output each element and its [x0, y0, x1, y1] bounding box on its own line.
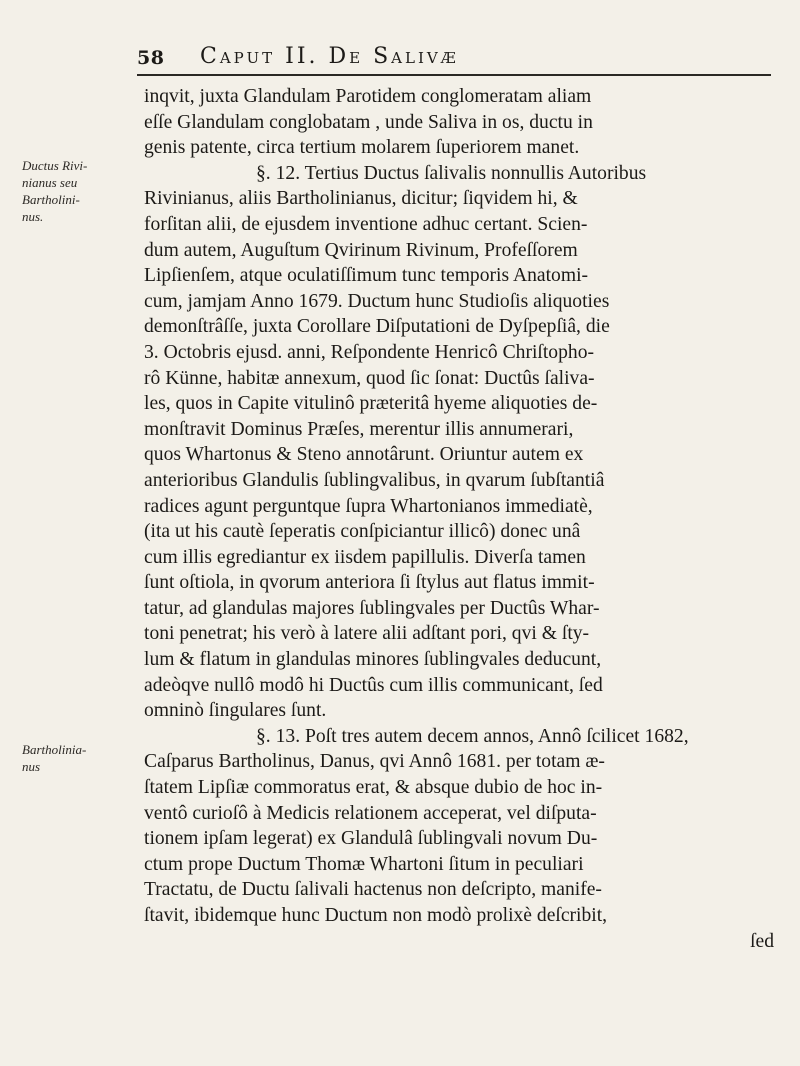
text-line: tionem ipſam legerat) ex Glandulâ ſublingvali novum Du- [144, 828, 598, 850]
text-line: quos Whartonus & Steno annotârunt. Oriuntur autem ex [144, 444, 584, 466]
header-rule [137, 74, 771, 76]
text-line: 3. Octobris ejusd. anni, Reſpondente Henricô Chriſtopho- [144, 341, 595, 363]
text-line: dum autem, Auguſtum Qvirinum Rivinum, Profeſſorem [144, 239, 578, 261]
text-line: ventô curioſô à Medicis relationem acceperat, vel diſputa- [144, 802, 597, 824]
text-line: eſſe Glandulam conglobatam , unde Saliva in os, ductu in [144, 111, 593, 133]
text-line: adeòqve nullô modô hi Ductûs cum illis communicant, ſed [144, 674, 603, 696]
text-line: (ita ut his cautè ſeperatis conſpiciantur illicô) donec unâ [144, 521, 581, 543]
text-line: omninò ſingulares ſunt. [144, 700, 327, 722]
text-line: forſitan alii, de ejusdem inventione adhuc certant. Scien- [144, 213, 588, 235]
text-line: ſtatem Lipſiæ commoratus erat, & absque dubio de hoc in- [144, 777, 603, 799]
margin-note-ductus-rivinianus [22, 157, 132, 225]
text-line: Lipſienſem, atque oculatiſſimum tunc temporis Anatomi- [144, 265, 589, 287]
text-line: ſtavit, ibidemque hunc Ductum non modò prolixè deſcribit, [144, 905, 608, 926]
text-line: inqvit, juxta Glandulam Parotidem conglomeratam aliam [144, 86, 592, 107]
text-line: lum & flatum in glandulas minores ſublingvales deducunt, [144, 649, 602, 671]
text-line: monſtravit Dominus Præſes, merentur illis annumerari, [144, 418, 574, 440]
running-head: Caput II. De Salivæ [200, 44, 459, 69]
text-line: genis patente, circa tertium molarem ſuperiorem manet. [144, 137, 580, 159]
text-line: Tractatu, de Ductu ſalivali hactenus non deſcripto, manife- [144, 879, 602, 901]
text-line: anterioribus Glandulis ſublingvalibus, in qvarum ſubſtantiâ [144, 469, 605, 491]
margin-note-line: Bartholinia- [22, 742, 87, 757]
text-line: ſunt oſtiola, in qvorum anteriora ſi ſtylus aut flatus immit- [144, 572, 595, 594]
text-line: tatur, ad glandulas majores ſublingvales per Ductûs Whar- [144, 597, 600, 619]
body-text [144, 84, 774, 954]
text-line: les, quos in Capite vitulinô præteritâ hyeme aliquoties de- [144, 393, 598, 415]
margin-note-line: nus [22, 759, 41, 774]
margin-note-line: Ductus Rivi- [22, 158, 88, 173]
text-line: ſed [750, 930, 774, 952]
text-line: rô Künne, habitæ annexum, quod ſic ſonat: Ductûs ſaliva- [144, 367, 595, 389]
text-line: cum illis egrediantur ex iisdem papillulis. Diverſa tamen [144, 546, 586, 568]
margin-note-bartholinianus [22, 741, 132, 775]
text-line: cum, jamjam Anno 1679. Ductum hunc Studioſis aliquoties [144, 290, 610, 312]
margin-note-line: Bartholini- [22, 192, 80, 207]
text-line: §. 13. Poſt tres autem decem annos, Annô ſcilicet 1682, [256, 725, 689, 747]
page-number: 58 [137, 47, 165, 69]
text-line: Rivinianus, aliis Bartholinianus, dicitur; ſiqvidem hi, & [144, 188, 578, 210]
text-line: ctum prope Ductum Thomæ Whartoni ſitum in peculiari [144, 853, 584, 875]
text-line: demonſtrâſſe, juxta Corollare Diſputationi de Dyſpepſiâ, die [144, 316, 610, 338]
text-line: radices agunt perguntque ſupra Whartonianos immediatè, [144, 495, 593, 517]
text-line: Caſparus Bartholinus, Danus, qvi Annô 1681. per totam æ- [144, 751, 605, 773]
text-line: §. 12. Tertius Ductus ſalivalis nonnullis Autoribus [256, 162, 647, 184]
text-line: toni penetrat; his verò à latere alii adſtant pori, qvi & ſty- [144, 623, 590, 645]
margin-note-line: nus. [22, 209, 44, 224]
margin-note-line: nianus seu [22, 175, 78, 190]
